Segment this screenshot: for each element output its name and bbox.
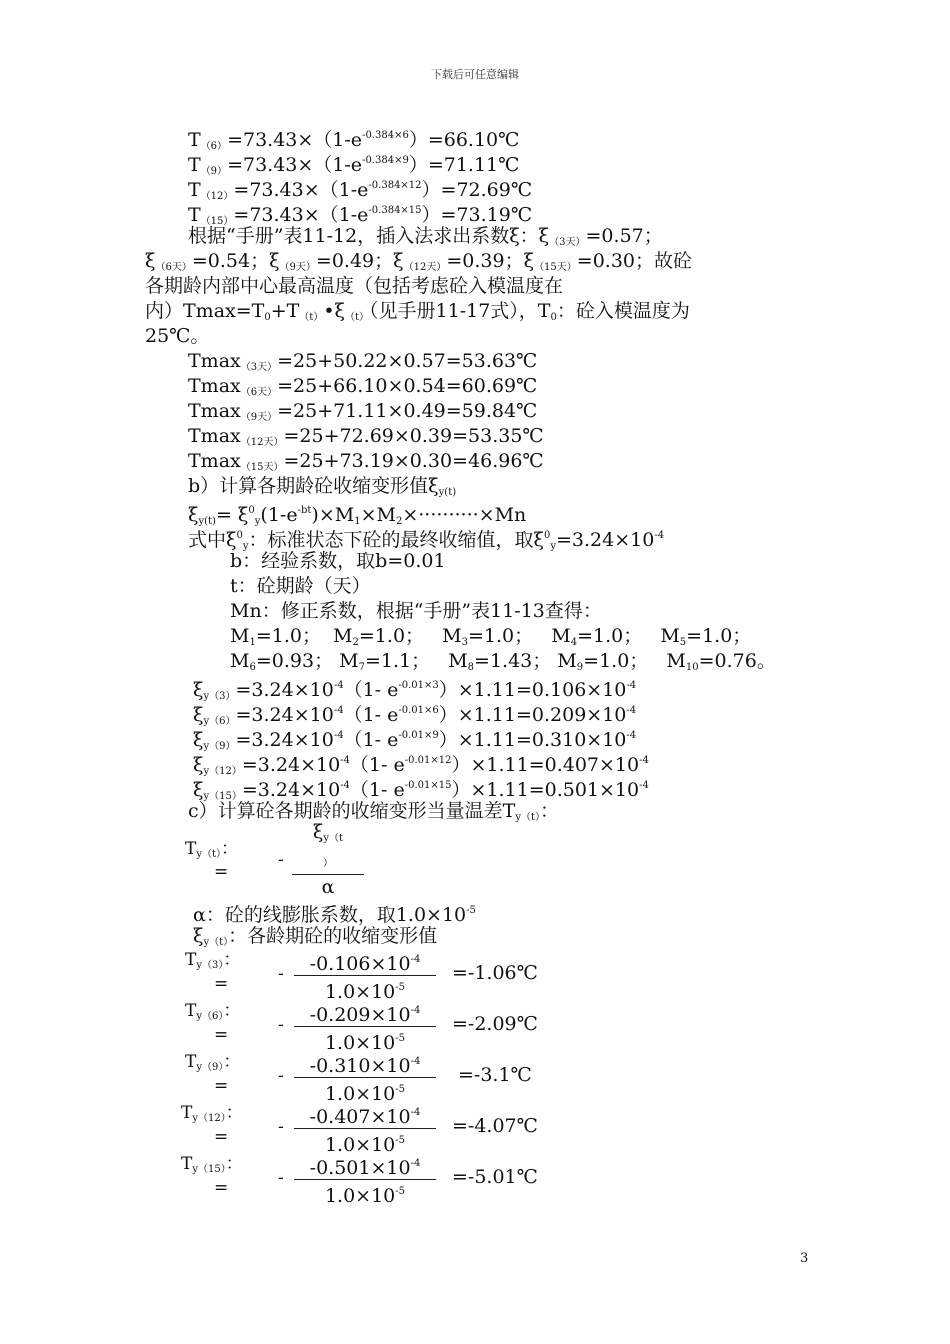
- page-header: 下载后可任意编辑: [431, 68, 519, 81]
- fraction: [294, 1102, 436, 1157]
- formula-eq: =: [214, 1025, 229, 1045]
- formula-eq: =: [214, 974, 229, 994]
- formula-result: =-5.01℃: [452, 1166, 538, 1188]
- formula-minus: -: [278, 1066, 284, 1086]
- fraction-numerator: $-0.407\times 10^{-4}$: [294, 1102, 436, 1129]
- fraction: [294, 1000, 436, 1055]
- fraction-numerator: $-0.310\times 10^{-4}$: [294, 1051, 436, 1078]
- text-line: $M_6=0.93$； $M_7=1.1$； $M_8=1.43$； $M_9=1.0$； $M_{10}=0.76$。: [230, 650, 776, 673]
- text-line: $\xi_{y(12)}=3.24\times 10^{-4}(1-$ $e^{-0.01\times 12})\times 1.11=0.407\times 10^{-4}$: [193, 754, 649, 777]
- page-number: 3: [800, 1251, 809, 1266]
- fraction: [294, 1153, 436, 1208]
- text-line: $\xi_{y(t)}$：各龄期砼的收缩变形值: [193, 925, 438, 948]
- formula-minus: -: [278, 1015, 284, 1035]
- text-line: c）计算砼各期龄的收缩变形当量温差$T_{y(t)}$：: [188, 800, 560, 823]
- formula-label: $T_{y(15)}$：: [181, 1154, 243, 1175]
- formula-result: =-1.06℃: [452, 962, 538, 984]
- text-line: b）计算各期龄砼收缩变形值$\xi_{y(t)}$: [188, 475, 457, 498]
- text-line: $\xi_{y(3)}=3.24\times 10^{-4}(1-$ $e^{-0.01\times 3})\times 1.11=0.106\times 10^{-4}$: [193, 679, 637, 702]
- fraction-denominator: $1.0\times 10^{-5}$: [324, 1134, 406, 1156]
- text-line: Tmax$_{(3天)}$=25+50.22×0.57=53.63℃: [188, 350, 538, 373]
- text-line: 式中$\xi^0_y$：标准状态下砼的最终收缩值，取$\xi^0_y=3.24\times 10^{-4}$: [188, 529, 665, 552]
- fraction-denominator: $1.0\times 10^{-5}$: [324, 1032, 406, 1054]
- formula-label: $T_{y(12)}$：: [181, 1103, 243, 1124]
- general-fraction: [292, 822, 364, 899]
- fraction-numerator: $-0.501\times 10^{-4}$: [294, 1153, 436, 1180]
- formula-minus: -: [278, 850, 284, 870]
- text-line: α：砼的线膨胀系数，取$1.0\times 10^{-5}$: [193, 904, 476, 926]
- text-line: $\xi_{y(t)}= \xi^0_y(1-e^{-bt})\times M_1\times M_2\times\cdot\cdot\cdot\cdot\cdot\cdot\cdot\cdot\cdot\cdot\times Mn$: [188, 504, 527, 527]
- fraction-denominator: $1.0\times 10^{-5}$: [324, 981, 406, 1003]
- text-line: $T_{(12)}=73.43\times(1-e^{-0.384\times 12})=72.69℃$: [188, 179, 533, 202]
- formula-label: $T_{y(9)}$：: [185, 1052, 241, 1073]
- fraction-denominator: α: [321, 876, 335, 898]
- text-line: 内）$Tmax=T_0+T_{(t)}•\xi_{(t)}$（见手册11-17式），$T_0$：砼入模温度为: [145, 300, 690, 323]
- text-line: $\xi_{y(9)}=3.24\times 10^{-4}(1-$ $e^{-0.01\times 9})\times 1.11=0.310\times 10^{-4}$: [193, 729, 637, 752]
- text-line: Tmax$_{(9天)}$=25+71.11×0.49=59.84℃: [188, 400, 538, 423]
- fraction-numerator: $-0.209\times 10^{-4}$: [294, 1000, 436, 1027]
- formula-minus: -: [278, 1117, 284, 1137]
- formula-result: =-2.09℃: [452, 1013, 538, 1035]
- text-line: $M_1=1.0$； $M_2=1.0$； $M_3=1.0$； $M_4=1.0$； $M_5=1.0$；: [230, 625, 752, 648]
- text-line: $T_{(9)}=73.43\times(1-e^{-0.384\times 9})=71.11℃$: [188, 154, 520, 177]
- text-line: t：砼期龄（天）: [230, 575, 371, 597]
- fraction-numerator: $-0.106\times 10^{-4}$: [294, 949, 436, 976]
- formula-label: $T_{y(6)}$：: [185, 1001, 241, 1022]
- fraction-denominator: $1.0\times 10^{-5}$: [324, 1185, 406, 1207]
- formula-minus: -: [278, 1168, 284, 1188]
- text-line: $T_{(6)}=73.43\times(1-e^{-0.384\times 6})=66.10℃$: [188, 129, 520, 152]
- text-line: b：经验系数，取b=0.01: [230, 550, 446, 572]
- formula-label: $T_{y(t)}$：: [185, 839, 239, 860]
- text-line: $\xi_{y(6)}=3.24\times 10^{-4}(1-$ $e^{-0.01\times 6})\times 1.11=0.209\times 10^{-4}$: [193, 704, 637, 727]
- text-line: Tmax$_{(12天)}$=25+72.69×0.39=53.35℃: [188, 425, 544, 448]
- formula-eq: =: [214, 1178, 229, 1198]
- text-line: Tmax$_{(15天)}$=25+73.19×0.30=46.96℃: [188, 450, 544, 473]
- formula-eq: =: [214, 862, 229, 882]
- fraction-numerator: $\xi_{y(t}$ $_)$: [292, 822, 364, 875]
- text-line: $T_{(15)}=73.43\times(1-e^{-0.384\times 15})=73.19℃$: [188, 204, 533, 227]
- formula-minus: -: [278, 964, 284, 984]
- formula-result: =-3.1℃: [458, 1064, 532, 1086]
- formula-label: $T_{y(3)}$：: [185, 950, 241, 971]
- text-line: 25℃。: [145, 325, 210, 347]
- formula-result: =-4.07℃: [452, 1115, 538, 1137]
- text-line: $\xi_{(6天)}=0.54$；$\xi_{(9天)}=0.49$；$\xi_{(12天)}=0.39$；$\xi_{(15天)}=0.30$；故砼: [145, 250, 693, 273]
- fraction: [294, 1051, 436, 1106]
- text-line: Mn：修正系数，根据“手册”表11-13查得：: [230, 600, 602, 622]
- fraction: [294, 949, 436, 1004]
- fraction-denominator: $1.0\times 10^{-5}$: [324, 1083, 406, 1105]
- text-line: 各期龄内部中心最高温度（包括考虑砼入模温度在: [145, 275, 564, 297]
- text-line: Tmax$_{(6天)}$=25+66.10×0.54=60.69℃: [188, 375, 538, 398]
- text-line: $\xi_{y(15)}=3.24\times 10^{-4}(1-$ $e^{-0.01\times 15})\times 1.11=0.501\times 10^{-4}$: [193, 779, 649, 802]
- formula-eq: =: [214, 1076, 229, 1096]
- formula-eq: =: [214, 1127, 229, 1147]
- text-line: 根据“手册”表11-12，插入法求出系数ξ：$\xi_{(3天)}=0.57$；: [188, 225, 663, 248]
